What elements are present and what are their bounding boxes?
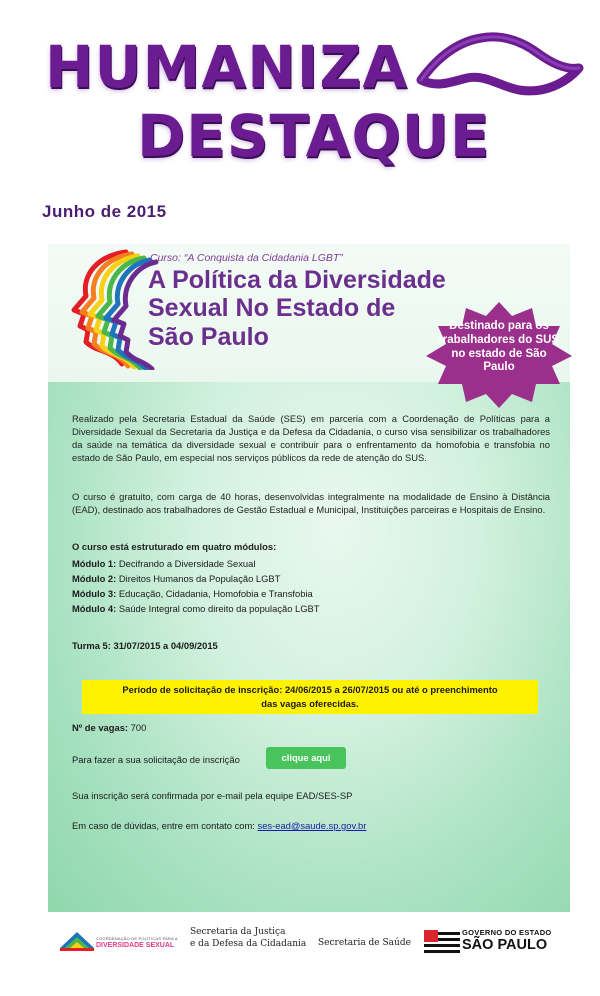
sao-paulo-state-map-outline-icon (415, 28, 585, 108)
registration-period-line2: das vagas oferecidas. (261, 698, 359, 709)
module-title: Saúde Integral como direito da população LGBT (118, 603, 320, 614)
module-label: Módulo 1: (72, 558, 117, 569)
module-item (72, 556, 320, 571)
justice-line2: e da Defesa da Cidadania (190, 939, 307, 949)
headline-line3: São Paulo (148, 322, 269, 351)
vacancies (72, 722, 146, 733)
vacancies-label: Nº de vagas: (72, 722, 129, 733)
module-title: Educação, Cidadania, Homofobia e Transfobia (118, 588, 313, 599)
modules-intro: O curso está estruturado em quatro módulos: (72, 541, 277, 552)
masthead-title-line1: HUMANIZA (45, 33, 409, 101)
gov-logo-big-text: SÃO PAULO (462, 937, 548, 953)
sao-paulo-flag-icon (424, 930, 460, 956)
sao-paulo-government-logo (424, 926, 570, 960)
badge-line2: trabalhadores do SUS (438, 333, 560, 346)
diversity-logo-bottom-text: DIVERSIDADE SEXUAL (96, 942, 175, 949)
course-poster (48, 244, 570, 912)
masthead-title-line2: DESTAQUE (137, 102, 491, 170)
class-dates: Turma 5: 31/07/2015 a 04/09/2015 (72, 640, 218, 651)
diversity-coordination-logo (60, 924, 186, 958)
vacancies-value: 700 (130, 722, 147, 733)
headline-line2: Sexual No Estado de (148, 294, 396, 323)
registration-prompt: Para fazer a sua solicitação de inscrição (72, 754, 240, 765)
registration-period-line1: Período de solicitação de inscrição: 24/06/2015 a 26/07/2015 ou até o preenchimento (122, 684, 498, 695)
module-label: Módulo 4: (72, 603, 117, 614)
course-description: Realizado pela Secretaria Estadual da Saúde (SES) em parceria com a Coordenação de Políticas para a Diversidade Sexual da Secretaria da Justiça e da Defesa da Cidadania, o curso visa sensibilizar os trabalhadores da saúde na temática da diversidade sexual e contribuir para o enfrentamento da homofobia e transfobia no estado de São Paulo, em especial nos serviços públicos da rede de atenção do SUS. (72, 413, 550, 463)
footer-logos (48, 918, 570, 968)
contact-line (72, 820, 366, 831)
headline-line1: A Política da Diversidade (148, 266, 446, 294)
course-title: Curso: “A Conquista da Cidadania LGBT” (150, 252, 343, 264)
module-label: Módulo 2: (72, 573, 117, 584)
diversity-logo-top-text: COORDENAÇÃO DE POLÍTICAS PARA A (96, 936, 178, 941)
contact-label: Em caso de dúvidas, entre em contato com: (72, 820, 255, 831)
health-secretariat: Secretaria de Saúde (318, 938, 411, 948)
justice-secretariat (190, 926, 306, 950)
badge-line3: no estado de São (451, 347, 547, 360)
target-audience-badge (430, 320, 568, 375)
contact-email-link[interactable]: ses-ead@saude.sp.gov.br (257, 820, 367, 831)
gov-logo-small-text: GOVERNO DO ESTADO (462, 928, 552, 937)
module-item (72, 601, 320, 616)
registration-period-box (82, 680, 538, 714)
confirmation-note: Sua inscrição será confirmada por e-mail pela equipe EAD/SES-SP (72, 790, 353, 801)
badge-line4: Paulo (483, 361, 515, 374)
module-item (72, 586, 320, 601)
register-button[interactable]: clique aqui (266, 747, 346, 769)
module-label: Módulo 3: (72, 588, 117, 599)
rainbow-triangle-icon (60, 930, 94, 952)
edition-date: Junho de 2015 (42, 202, 167, 221)
course-details: O curso é gratuito, com carga de 40 horas, desenvolvidas integralmente na modalidade de Ensino à Distância (EAD), destinado aos trabalhadores de Gestão Estadual e Municipal, Instituições parceiras e Hospitais de Ensino. (72, 491, 550, 515)
justice-line1: Secretaria da Justiça (190, 927, 286, 937)
badge-line1: Destinado para os (449, 320, 549, 332)
module-title: Direitos Humanos da População LGBT (118, 573, 281, 584)
module-item (72, 571, 320, 586)
module-title: Decifrando a Diversidade Sexual (118, 558, 256, 569)
modules-list (72, 556, 320, 616)
